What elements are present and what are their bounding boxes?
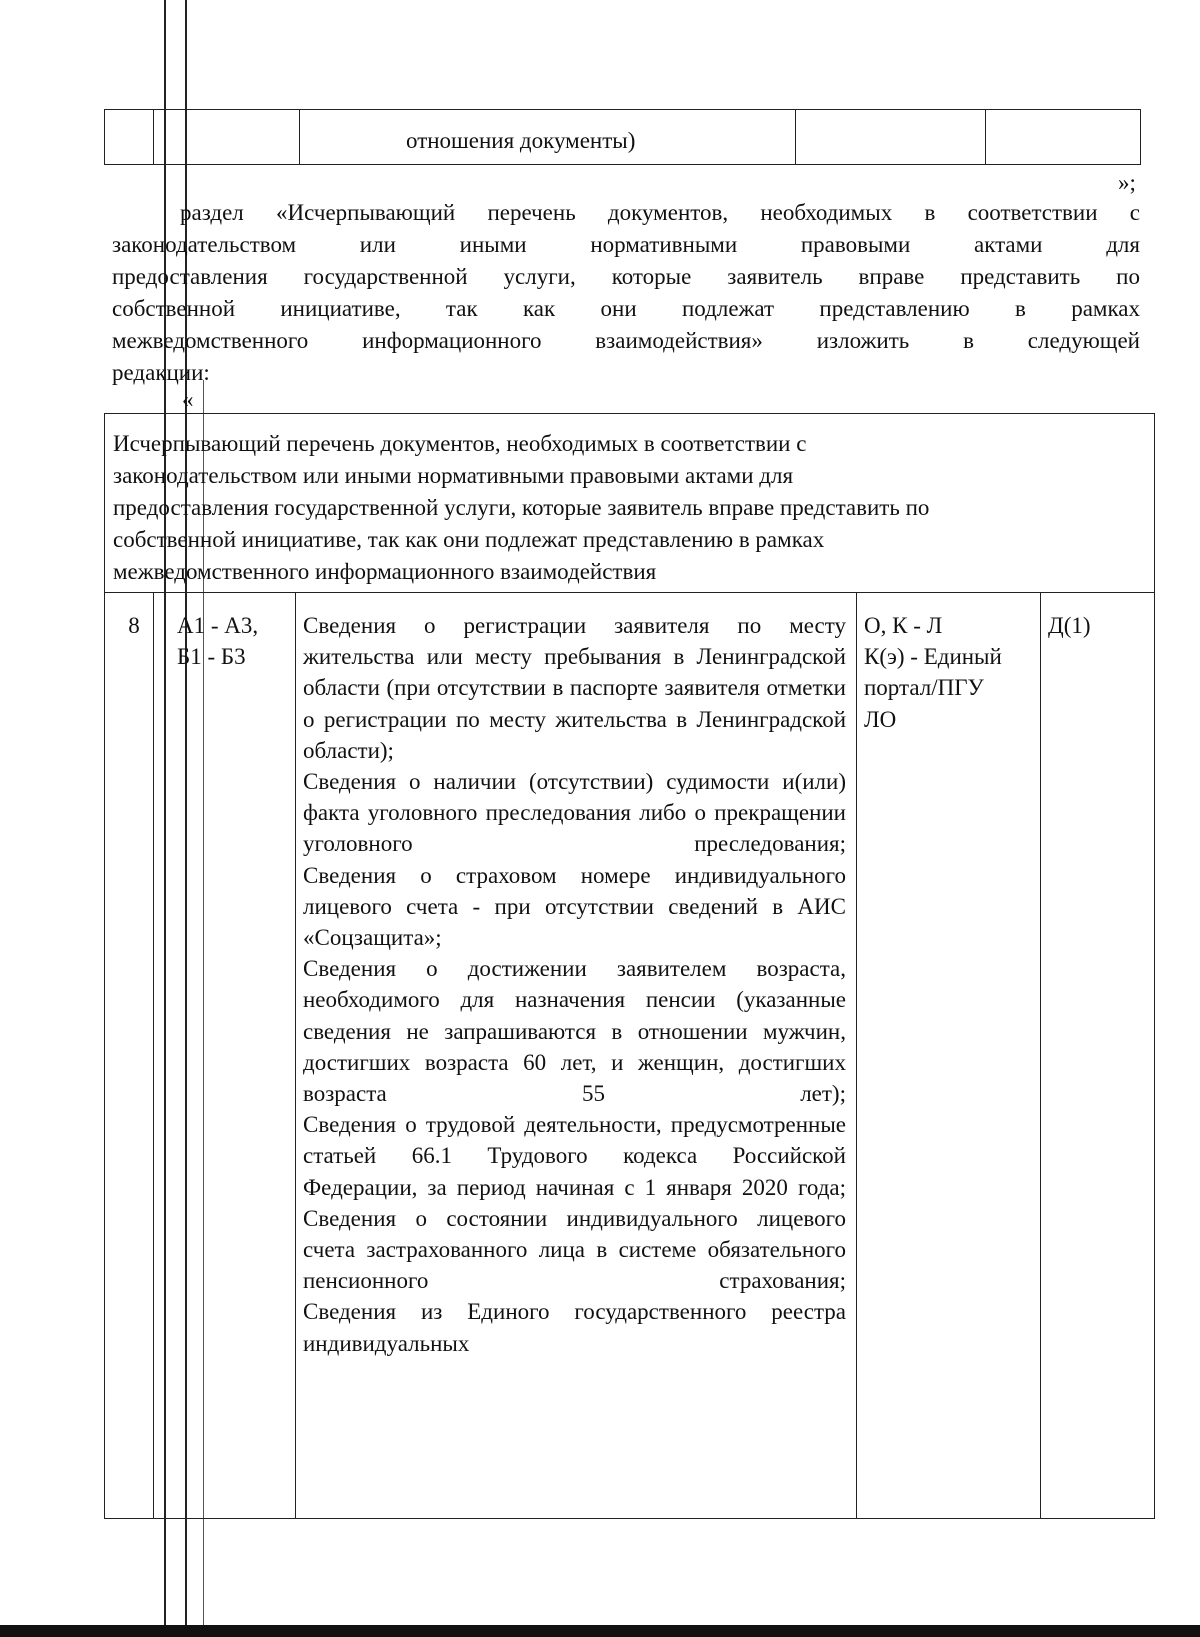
form-line: К(э) - Единый <box>864 644 1002 670</box>
column-divider <box>186 110 187 164</box>
column-divider <box>295 592 296 1518</box>
previous-row-text: отношения документы) <box>406 128 636 153</box>
opening-quote: « <box>182 387 194 412</box>
paragraph-line: межведомственного информационного взаимодействия» изложить в следующей <box>112 328 1140 353</box>
documents-table <box>104 413 1155 1519</box>
description-item: Сведения о страховом номере индивидуального лицевого счета - при отсутствии сведений в АИС «Соцзащита»; <box>303 862 846 951</box>
paragraph-line: редакции: <box>112 360 210 385</box>
paragraph-line: законодательством или иными нормативными правовыми актами для <box>112 232 1140 257</box>
header-separator <box>105 592 1154 593</box>
row-codes <box>177 610 287 672</box>
description-item: Сведения о регистрации заявителя по месту жительства или месту пребывания в Ленинградской области (при отсутствии в паспорте заявителя отметки о регистрации по месту жительства в Ленинградской области); <box>303 613 846 763</box>
row-description <box>303 610 846 1359</box>
code-line: Б1 - Б3 <box>177 644 246 670</box>
description-item: Сведения о достижении заявителем возраста, необходимого для назначения пенсии (указанные сведения не запрашиваются в отношении мужчин, достигших возраста 60 лет, и женщин, достигших возраста 55 лет); <box>303 956 846 1107</box>
table-header <box>113 428 1143 588</box>
column-divider <box>299 110 300 164</box>
closing-quote: »; <box>1118 170 1136 195</box>
column-divider <box>153 110 154 164</box>
row-result: Д(1) <box>1048 613 1091 638</box>
paragraph-line: раздел «Исчерпывающий перечень документов, необходимых в соответствии с <box>180 200 1140 225</box>
header-line: законодательством или иными нормативными правовыми актами для <box>113 463 794 488</box>
amendment-paragraph <box>112 197 1140 389</box>
code-line: А1 - А3, <box>177 613 259 638</box>
paragraph-line: собственной инициативе, так как они подлежат представлению в рамках <box>112 296 1140 321</box>
scan-border-bottom <box>0 1625 1200 1637</box>
form-line: портал/ПГУ <box>864 675 984 701</box>
row-number: 8 <box>128 613 140 638</box>
description-item: Сведения о наличии (отсутствии) судимости и(или) факта уголовного преследования либо о прекращении уголовного преследования; <box>303 769 846 857</box>
paragraph-line: предоставления государственной услуги, которые заявитель вправе представить по <box>112 264 1140 289</box>
previous-table-row <box>104 109 1141 165</box>
column-divider <box>153 592 154 1518</box>
header-line: собственной инициативе, так как они подлежат представлению в рамках <box>113 527 825 552</box>
column-divider <box>985 110 986 164</box>
description-item: Сведения из Единого государственного реестра индивидуальных <box>303 1299 846 1356</box>
form-line: ЛО <box>864 706 897 732</box>
description-item: Сведения о трудовой деятельности, предусмотренные статьей 66.1 Трудового кодекса Российской Федерации, за период начиная с 1 января 2020 года; <box>303 1112 846 1200</box>
form-line: О, К - Л <box>864 613 943 638</box>
column-divider <box>856 592 857 1518</box>
description-item: Сведения о состоянии индивидуального лицевого счета застрахованного лица в системе обязательного пенсионного страхования; <box>303 1205 846 1294</box>
row-form <box>864 610 1044 735</box>
column-divider <box>795 110 796 164</box>
header-line: предоставления государственной услуги, которые заявитель вправе представить по <box>113 495 930 520</box>
header-line: Исчерпывающий перечень документов, необходимых в соответствии с <box>113 431 807 456</box>
header-line: межведомственного информационного взаимодействия <box>113 559 657 584</box>
